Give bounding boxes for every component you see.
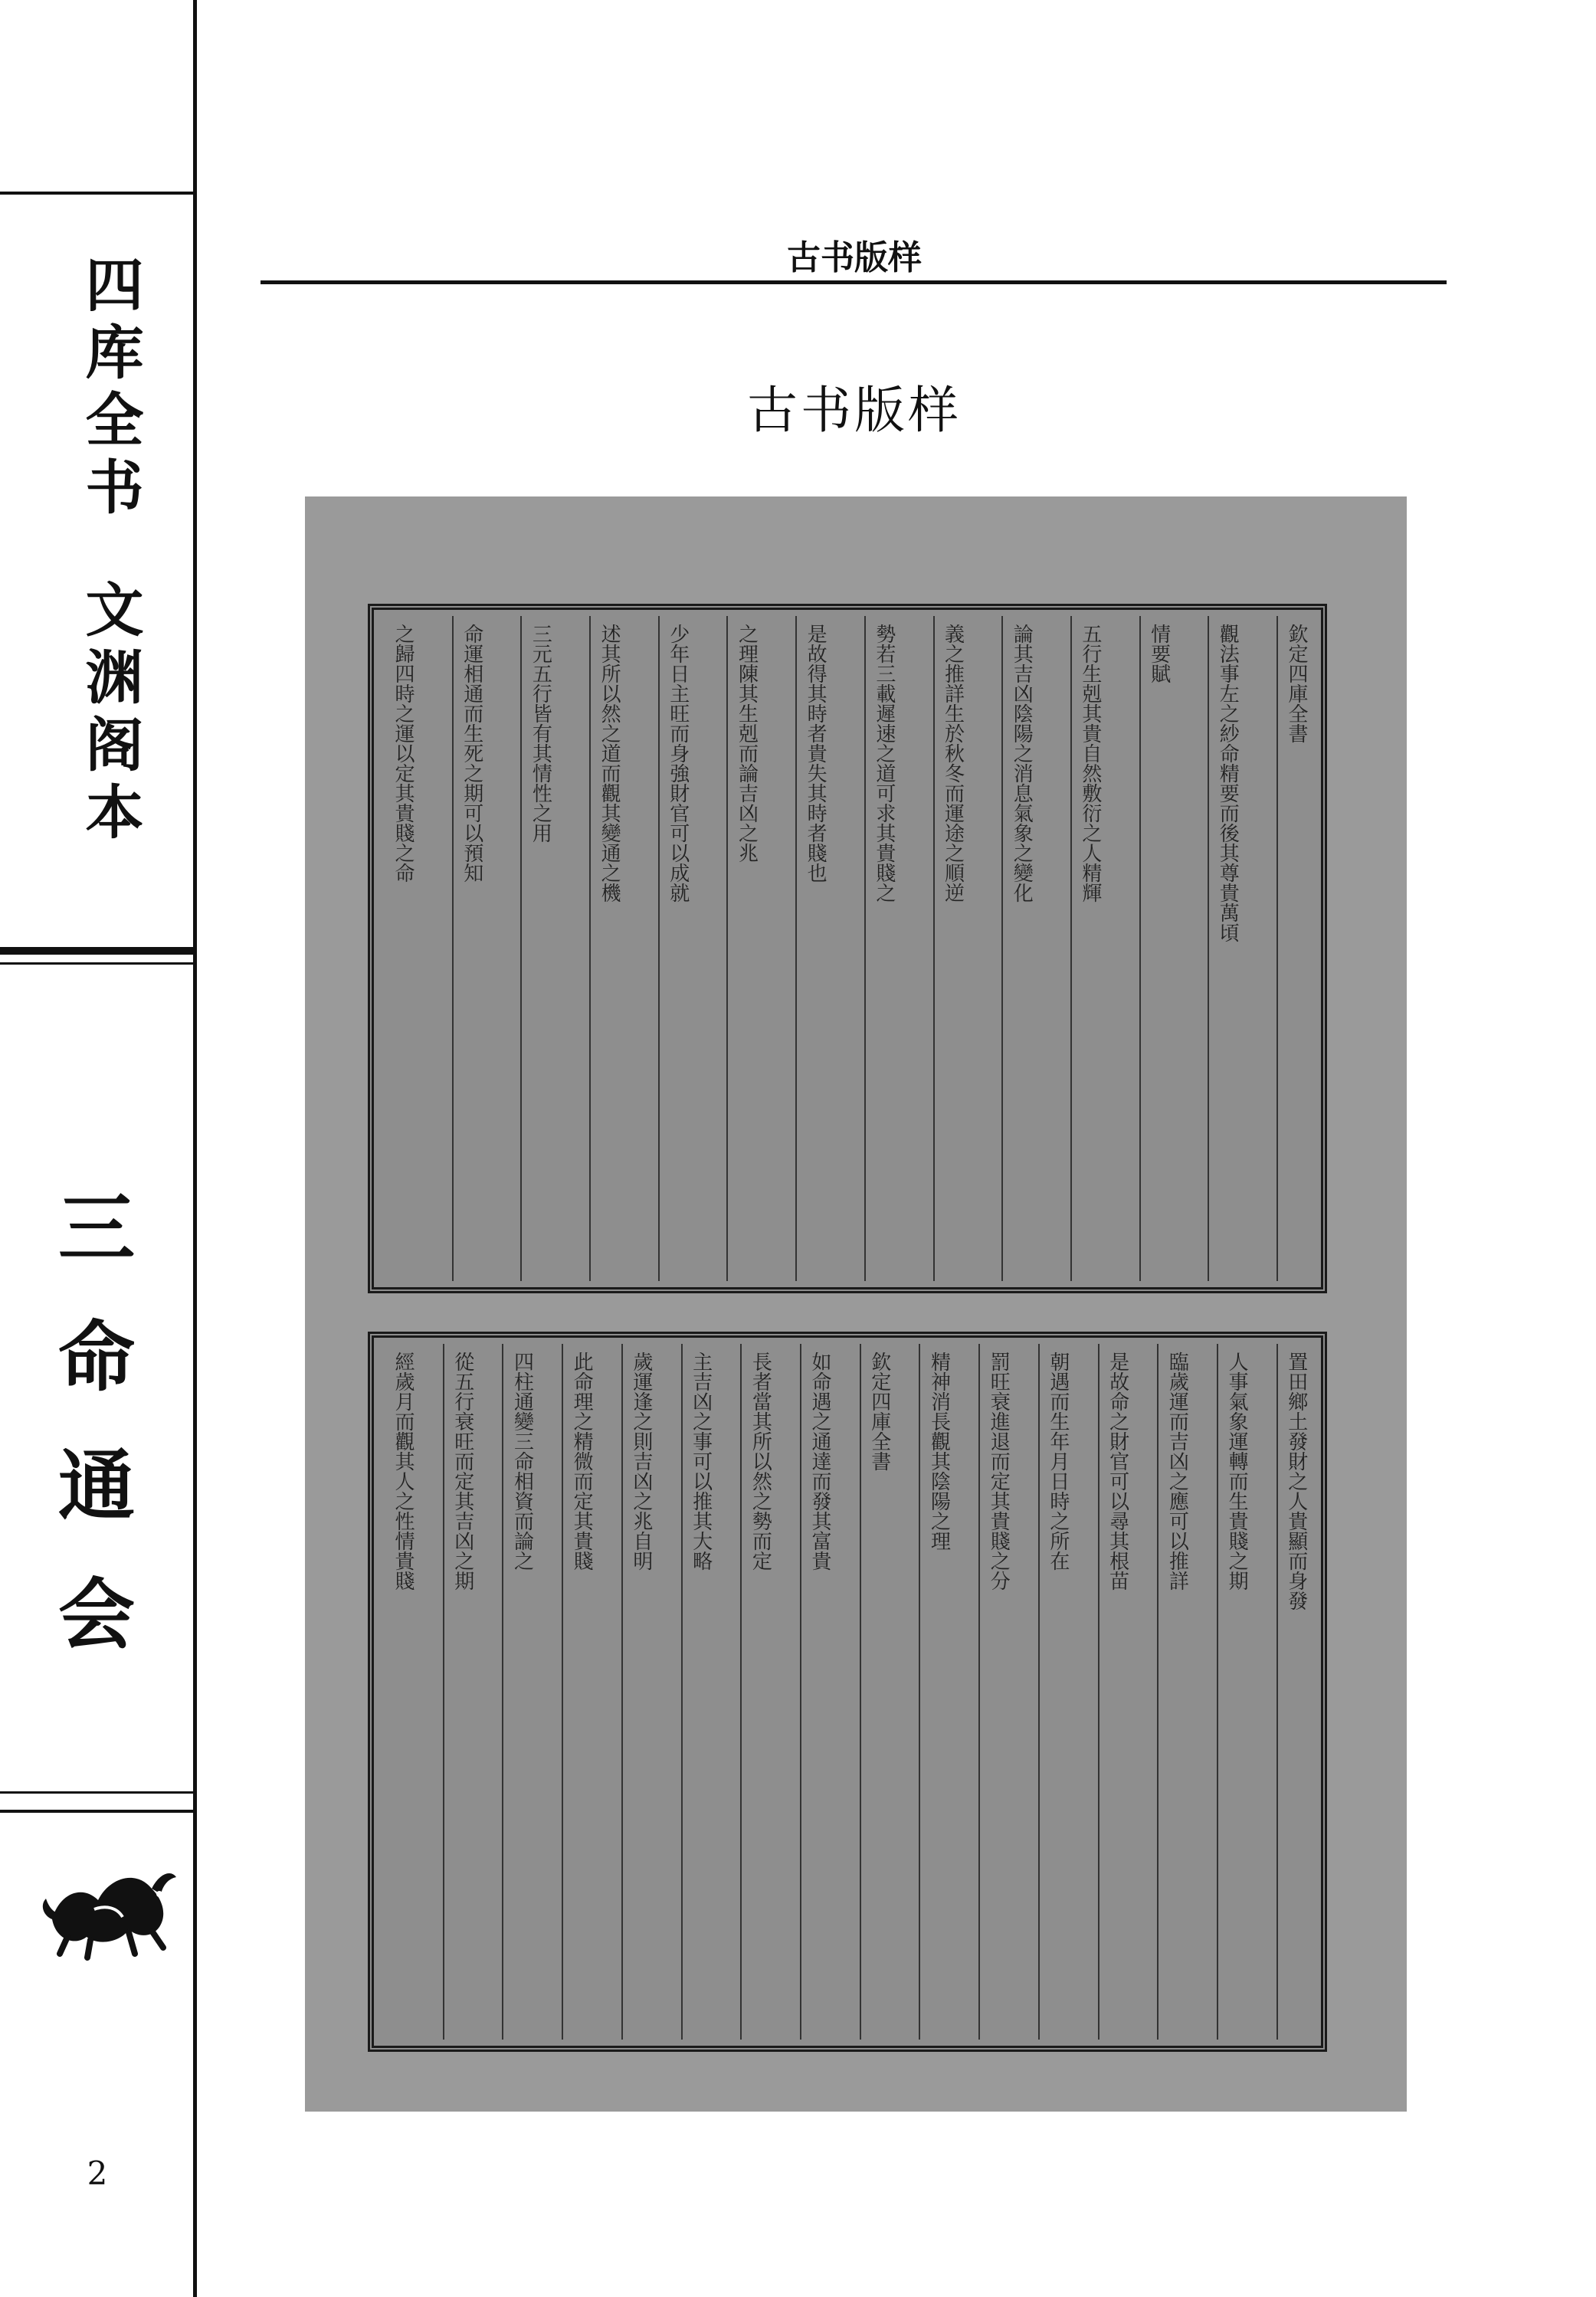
- text-column: 欽定四庫全書: [1276, 616, 1312, 1281]
- spine-rule: [0, 192, 195, 195]
- text-column: 情要賦: [1139, 616, 1175, 1281]
- text-column: 觀法事左之紗命精要而後其尊貴萬頃: [1208, 616, 1243, 1281]
- text-column: 是故命之財官可以尋其根苗: [1098, 1344, 1133, 2040]
- text-column: 之歸四時之運以定其貴賤之命: [392, 624, 415, 883]
- text-column: 五行生剋其貴自然敷衍之人精輝: [1070, 616, 1106, 1281]
- facsimile-plate: [305, 496, 1407, 2112]
- text-column: 三元五行皆有其情性之用: [520, 616, 555, 1281]
- text-column: 之理陳其生剋而論吉凶之兆: [726, 616, 762, 1281]
- text-column: 精神消長觀其陰陽之理: [919, 1344, 954, 2040]
- series-subtitle: 文渊阁本: [76, 579, 144, 849]
- woodblock-panel-bottom: [368, 1332, 1327, 2052]
- text-column: 命運相通而生死之期可以預知: [452, 616, 487, 1281]
- series-title: 四库全书: [76, 254, 144, 524]
- woodblock-panel-top: [368, 604, 1327, 1293]
- text-column: 欽定四庫全書: [860, 1344, 895, 2040]
- dragon-emblem-icon: [37, 1846, 182, 1961]
- spine-rule: [0, 962, 195, 965]
- spine-divider-line: [193, 0, 197, 2297]
- text-column: 朝遇而生年月日時之所在: [1038, 1344, 1073, 2040]
- header-rule: [261, 280, 1447, 284]
- text-column: 歲運逢之則吉凶之兆自明: [621, 1344, 657, 2040]
- text-column: 置田鄉土發財之人貴顯而身發: [1276, 1344, 1312, 2040]
- page-number: 2: [87, 2154, 108, 2192]
- text-column: 罰旺衰進退而定其貴賤之分: [978, 1344, 1014, 2040]
- text-column: 是故得其時者貴失其時者賤也: [795, 616, 831, 1281]
- text-column: 從五行衰旺而定其吉凶之期: [443, 1344, 478, 2040]
- page-title: 古书版样: [747, 381, 962, 440]
- text-column: 人事氣象運轉而生貴賤之期: [1217, 1344, 1252, 2040]
- text-column: 勢若三載遲速之道可求其貴賤之: [864, 616, 900, 1281]
- book-title: 三命通会: [45, 1188, 136, 1702]
- text-column: 少年日主旺而身強財官可以成就: [658, 616, 693, 1281]
- text-column: 經歲月而觀其人之性情貴賤: [392, 1352, 415, 1591]
- text-column: 主吉凶之事可以推其大略: [681, 1344, 716, 2040]
- running-head: 古书版样: [787, 238, 922, 277]
- text-column: 如命遇之通達而發其富貴: [800, 1344, 835, 2040]
- text-column: 此命理之精微而定其貴賤: [562, 1344, 597, 2040]
- spine-rule-thick: [0, 947, 195, 955]
- text-column: 述其所以然之道而觀其變通之機: [589, 616, 624, 1281]
- text-column: 義之推詳生於秋冬而運途之順逆: [933, 616, 968, 1281]
- spine-rule: [0, 1810, 195, 1813]
- text-column: 論其吉凶陰陽之消息氣象之變化: [1001, 616, 1037, 1281]
- text-column: 四柱通變三命相資而論之: [502, 1344, 537, 2040]
- text-column: 臨歲運而吉凶之應可以推詳: [1157, 1344, 1192, 2040]
- text-column: 長者當其所以然之勢而定: [740, 1344, 775, 2040]
- spine-rule: [0, 1791, 195, 1794]
